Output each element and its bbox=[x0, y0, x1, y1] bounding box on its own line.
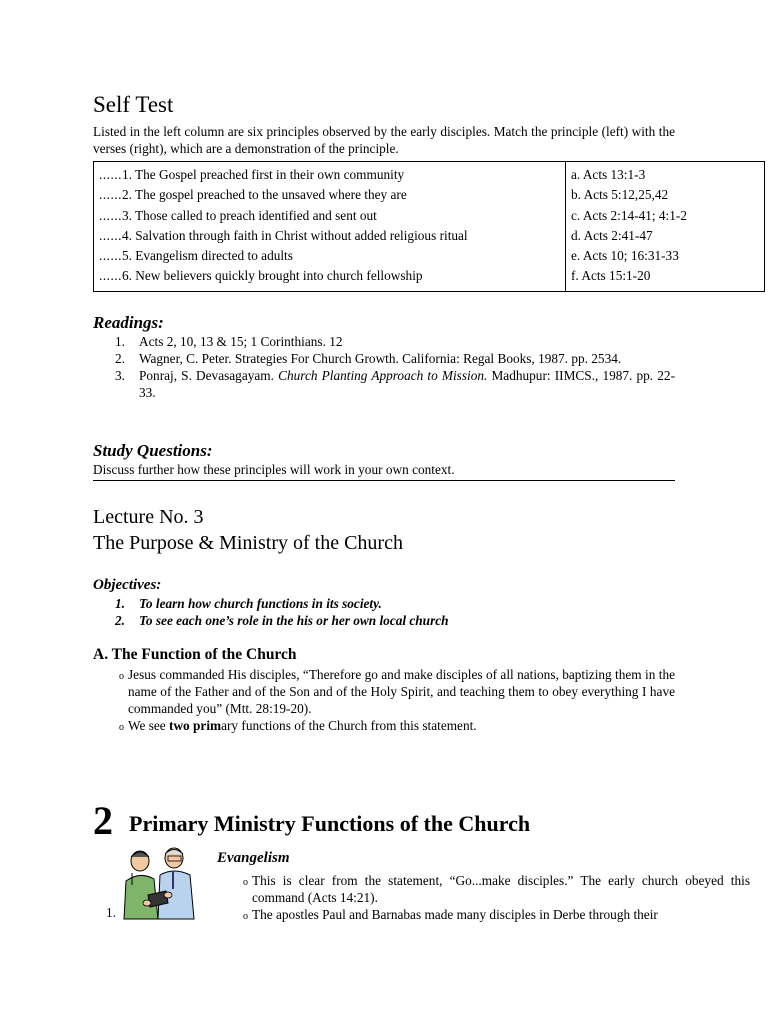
verse-row: d. Acts 2:41-47 bbox=[571, 227, 653, 243]
study-questions-heading: Study Questions: bbox=[93, 441, 213, 460]
principle-text: 1. The Gospel preached first in their own community bbox=[121, 167, 405, 182]
bullet-item bbox=[243, 872, 750, 906]
evangelism-bullets bbox=[243, 872, 750, 923]
bullet-text: This is clear from the statement, “Go...make disciples.” The early church obeyed this command (Acts 14:21). bbox=[252, 873, 750, 905]
answer-blank: ...... bbox=[99, 248, 122, 264]
objective-text: To see each one’s role in the his or her own local church bbox=[139, 613, 449, 628]
verse-row: f. Acts 15:1-20 bbox=[571, 268, 651, 284]
bullet-icon: o bbox=[243, 877, 248, 888]
reading-item bbox=[93, 350, 675, 367]
objectives-list bbox=[93, 595, 449, 629]
study-questions-text: Discuss further how these principles will work in your own context. bbox=[93, 462, 455, 477]
matching-table bbox=[93, 161, 765, 292]
bullet-text: We see bbox=[128, 718, 170, 733]
principle-text: 5. Evangelism directed to adults bbox=[121, 248, 293, 264]
bullet-icon: o bbox=[119, 671, 124, 682]
answer-blank: ...... bbox=[99, 207, 122, 223]
verse-row: e. Acts 10; 16:31-33 bbox=[571, 248, 679, 264]
disciples-illustration bbox=[118, 845, 198, 920]
section-a-heading: A. The Function of the Church bbox=[93, 646, 297, 663]
objective-number: 1. bbox=[115, 596, 125, 611]
answer-blank: ...... bbox=[99, 268, 122, 284]
verse-row: b. Acts 5:12,25,42 bbox=[571, 187, 669, 203]
answer-blank: ...... bbox=[99, 227, 122, 243]
section-a-bullets bbox=[119, 666, 675, 734]
bullet-icon: o bbox=[243, 911, 248, 922]
section-number: 2 bbox=[93, 798, 113, 843]
principle-text: 2. The gospel preached to the unsaved where they are bbox=[121, 187, 407, 203]
reading-text: Wagner, C. Peter. Strategies For Church Growth. California: Regal Books, 1987. pp. 2534. bbox=[139, 351, 622, 366]
objectives-heading: Objectives: bbox=[93, 577, 162, 593]
reading-item bbox=[93, 367, 675, 401]
objective-number: 2. bbox=[115, 613, 125, 628]
self-test-intro: Listed in the left column are six principles observed by the early disciples. Match the principle (left) with the verses (right), which are a demonstration of the principle. bbox=[93, 124, 675, 156]
objective-item bbox=[93, 612, 449, 629]
reading-text: Ponraj, S. Devasagayam. bbox=[139, 368, 279, 383]
readings-heading: Readings: bbox=[93, 313, 164, 332]
principle-row bbox=[99, 185, 561, 205]
evangelism-heading: Evangelism bbox=[217, 850, 290, 866]
reading-number: 1. bbox=[115, 334, 125, 349]
reading-text: Madhupur: IIMCS., 1987. pp. 22-33. bbox=[139, 368, 675, 400]
readings-list bbox=[93, 333, 675, 401]
answer-blank: ...... bbox=[99, 187, 122, 203]
section-heading: Primary Ministry Functions of the Church bbox=[129, 811, 531, 836]
principle-row bbox=[99, 266, 561, 286]
answer-blank: ...... bbox=[99, 167, 122, 182]
principle-row bbox=[99, 226, 561, 246]
reading-book-title: Church Planting Approach to Mission. bbox=[278, 368, 488, 383]
bullet-text: Jesus commanded His disciples, “Therefore go and make disciples of all nations, baptizing them in the name of the Father and of the Son and of the Holy Spirit, and teaching them to obey everything I have commanded you” (Mtt. 28:19-20). bbox=[128, 667, 675, 716]
principle-text: 4. Salvation through faith in Christ without added religious ritual bbox=[121, 227, 468, 243]
principle-row bbox=[99, 165, 561, 185]
lecture-title: The Purpose & Ministry of the Church bbox=[93, 532, 403, 554]
reading-text: Acts 2, 10, 13 & 15; 1 Corinthians. 12 bbox=[139, 334, 343, 349]
bullet-icon: o bbox=[119, 722, 124, 733]
principle-text: 6. New believers quickly brought into church fellowship bbox=[121, 268, 423, 284]
self-test-title: Self Test bbox=[93, 92, 174, 117]
verse-row: a. Acts 13:1-3 bbox=[571, 167, 646, 182]
verse-row: c. Acts 2:14-41; 4:1-2 bbox=[571, 207, 687, 223]
bullet-item bbox=[119, 717, 675, 734]
reading-item bbox=[93, 333, 675, 350]
principle-row bbox=[99, 246, 561, 266]
principles-column bbox=[94, 162, 566, 292]
lecture-number: Lecture No. 3 bbox=[93, 506, 204, 528]
principle-row bbox=[99, 206, 561, 226]
objective-text: To learn how church functions in its society. bbox=[139, 596, 382, 611]
principle-text: 3. Those called to preach identified and sent out bbox=[121, 207, 377, 223]
bullet-text: ary functions of the Church from this statement. bbox=[221, 718, 477, 733]
figure-number: 1. bbox=[106, 905, 116, 920]
bullet-item bbox=[119, 666, 675, 717]
bullet-bold-text: two prim bbox=[169, 718, 222, 733]
divider bbox=[93, 480, 675, 481]
reading-number: 3. bbox=[115, 368, 125, 383]
verses-column bbox=[566, 162, 765, 292]
bullet-text: The apostles Paul and Barnabas made many disciples in Derbe through their bbox=[252, 907, 658, 922]
reading-number: 2. bbox=[115, 351, 125, 366]
bullet-item bbox=[243, 906, 750, 923]
objective-item bbox=[93, 595, 449, 612]
